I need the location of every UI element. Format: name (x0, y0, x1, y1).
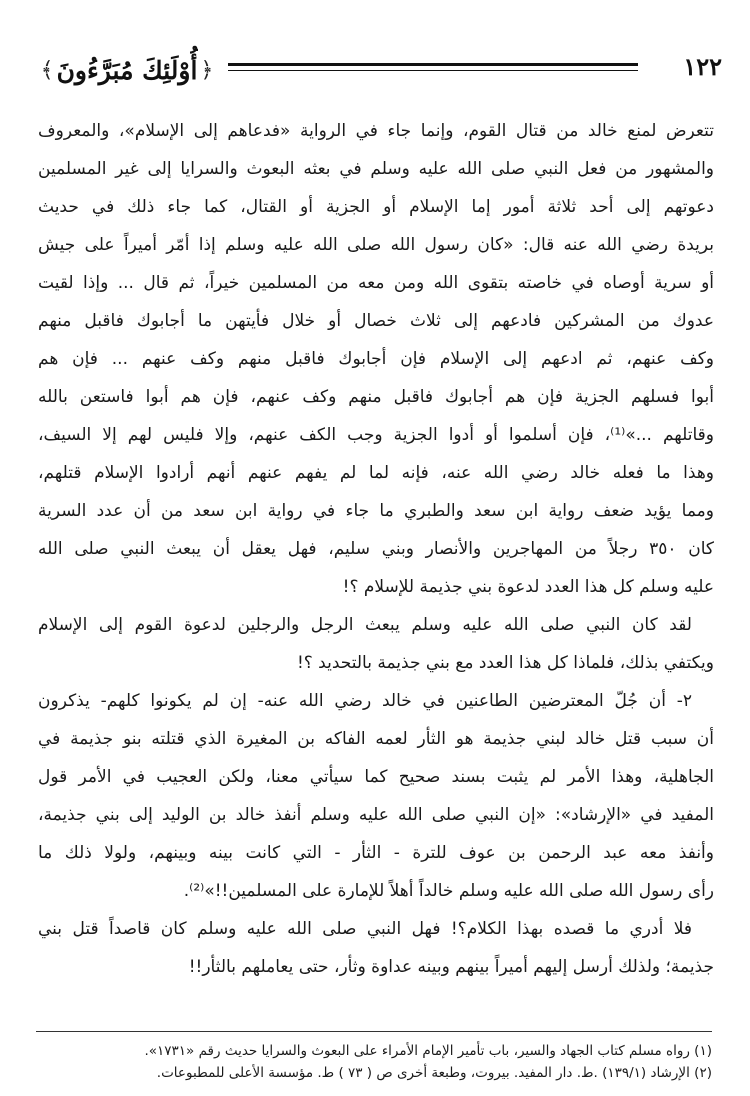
text-line: فلا أدري ما قصده بهذا الكلام؟! فهل النبي صلى الله عليه وسلم كان قاصداً قتل بني (38, 919, 692, 939)
text-line: والمشهور من فعل النبي صلى الله عليه وسلم في بعثه البعوث والسرايا إلى غير المسلمين (38, 159, 714, 179)
text-line: بريدة رضي الله عنه قال: «كان رسول الله صلى الله عليه وسلم إذا أمّر أميراً على جيش (38, 235, 714, 255)
text-line: عليه وسلم كل هذا العدد لدعوة بني جذيمة للإسلام ؟! (342, 577, 714, 597)
header-rule-thick (228, 63, 638, 66)
text-line: أبوا فسلهم الجزية فإن هم أجابوك فاقبل منهم وكف عنهم، فإن هم أبوا فاستعن بالله (38, 387, 714, 407)
text-line: ٢- أن جُلّ المعترضين الطاعنين في خالد رضي الله عنه- إن لم يكونوا كلهم- يذكرون (38, 691, 692, 711)
body-text (38, 112, 714, 986)
text-line: كان ٣٥٠ رجلاً من المهاجرين والأنصار وبني سليم، فهل يعقل أن يبعث النبي صلى الله (38, 539, 714, 559)
header-rule-thin (228, 70, 638, 71)
text-line: رأى رسول الله صلى الله عليه وسلم خالداً أهلاً للإمارة على المسلمين!!»⁽²⁾. (183, 881, 714, 901)
footnote-separator (36, 1031, 712, 1032)
text-line: الجاهلية، وهذا الأمر لم يثبت بسند صحيح كما سيأتي معنا، ولكن العجيب في الأمر قول (38, 767, 714, 787)
text-line: تتعرض لمنع خالد من قتال القوم، وإنما جاء في الرواية «فدعاهم إلى الإسلام»، والمعروف (38, 121, 714, 141)
footnotes (36, 1040, 712, 1084)
page-number: ١٢٢ (683, 52, 722, 81)
text-line: وهذا ما فعله خالد رضي الله عنه، فإنه لما لم يفهم عنهم أنهم أرادوا الإسلام قتلهم، (38, 463, 714, 483)
text-line: عدوك من المشركين فادعهم إلى ثلاث خصال أو خلال فأيتهن ما أجابوك فاقبل منهم (38, 311, 714, 331)
footnote-1: (١) رواه مسلم كتاب الجهاد والسير، باب تأمير الإمام الأمراء على البعوث والسرايا حديث رقم «١٧٣١». (144, 1043, 712, 1059)
text-line: دعوتهم إلى أحد ثلاثة أمور إما الإسلام أو الجزية أو القتال، كما جاء ذلك في حديث (38, 197, 714, 217)
text-line: أو سرية أوصاه في خاصته بتقوى الله ومن معه من المسلمين خيراً، ثم قال ... وإذا لقيت (38, 273, 714, 293)
text-line: وقاتلهم ...»⁽¹⁾، فإن أسلموا أو أدوا الجزية وجب الكف عنهم، وإلا فليس لهم إلا السيف، (38, 425, 714, 445)
ornament-right: ﴿ (200, 57, 214, 83)
text-line: وأنفذ معه عبد الرحمن بن عوف للترة - الثأر - التي كانت بينه وبينهم، ولولا ذلك ما (38, 843, 714, 863)
text-line: ومما يؤيد ضعف رواية ابن سعد والطبري ما جاء في رواية ابن سعد من أن عدد السرية (38, 501, 714, 521)
text-line: أن سبب قتل خالد لبني جذيمة هو الثأر لعمه الفاكه بن المغيرة الذي قتلته بنو جذيمة في (38, 729, 714, 749)
text-line: جذيمة؛ ولذلك أرسل إليهم أميراً بينهم وبينه عداوة وثأر، حتى يعاملهم بالثأر!! (188, 957, 714, 977)
running-title-text: أُوْلَئِكَ مُبَرَّءُونَ (56, 55, 198, 85)
text-line: لقد كان النبي صلى الله عليه وسلم يبعث الرجل والرجلين لدعوة القوم إلى الإسلام (38, 615, 692, 635)
footnote-2: (٢) الإرشاد (١٣٩/١) .ط. دار المفيد. بيروت، وطبعة أخرى ص ( ٧٣ ) ط. مؤسسة الأعلى للمطبوعات. (156, 1065, 712, 1081)
text-line: ويكتفي بذلك، فلماذا كل هذا العدد مع بني جذيمة بالتحديد ؟! (296, 653, 714, 673)
text-line: المفيد في «الإرشاد»: «إن النبي صلى الله عليه وسلم أنفذ خالد بن الوليد إلى بني جذيمة، (38, 805, 714, 825)
text-line: وكف عنهم، ثم ادعهم إلى الإسلام فإن أجابوك فاقبل منهم وكف عنهم ... فإن هم (38, 349, 714, 369)
ornament-left: ﴾ (40, 57, 54, 83)
running-title (38, 48, 216, 92)
header-rule (228, 63, 638, 75)
page-header (38, 46, 722, 98)
